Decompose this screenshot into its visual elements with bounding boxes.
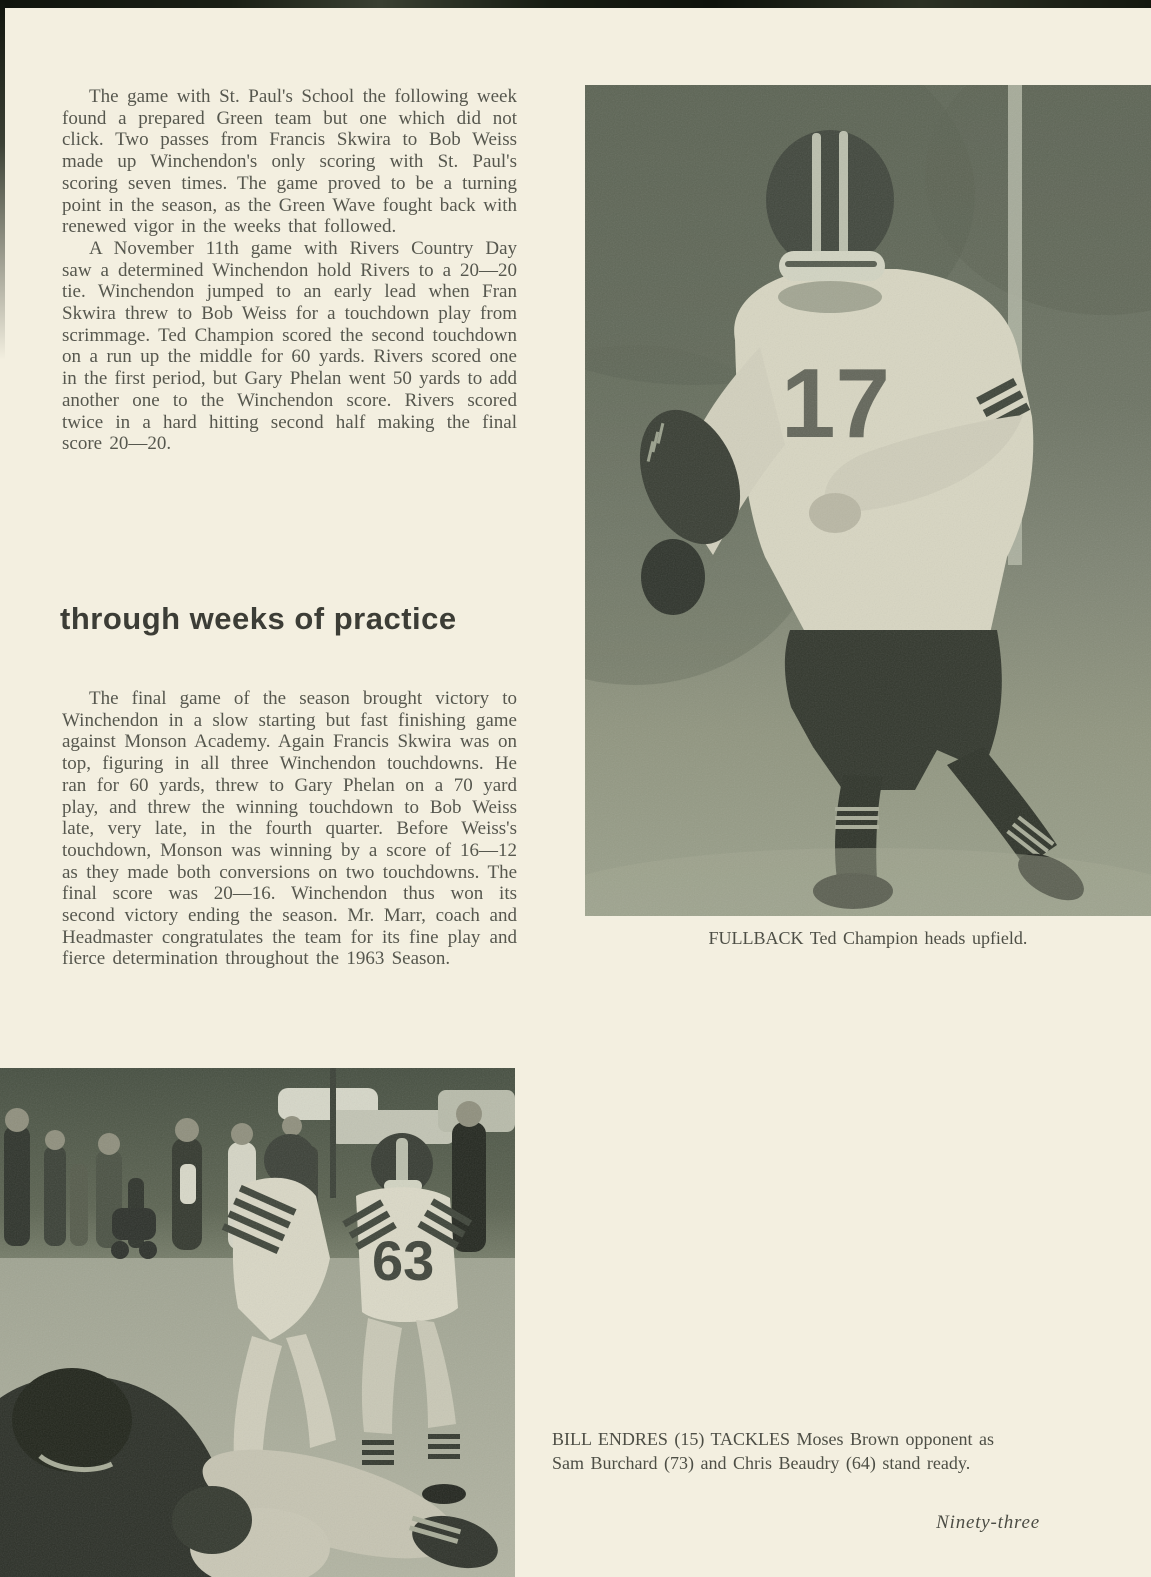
scan-edge-top	[0, 0, 1151, 8]
tackle-photo-illustration	[0, 1068, 515, 1577]
fullback-photo-illustration	[585, 85, 1151, 916]
paragraph-rivers-game: A November 11th game with Rivers Country Day saw a determined Winchendon hold Rivers to a 20—20 tie. Winchendon jumped to an early lead when Fran Skwira threw to Bob Weiss for a touchdown play from scrimmage. Ted Champion scored the second touchdown on a run up the middle for 60 yards. Rivers scored one in the first period, but Gary Phelan went 50 yards to add another one to the Winchendon score. Rivers scored twice in a hard hitting second half making the final score 20—20.	[62, 237, 517, 455]
tackle-photo	[0, 1068, 515, 1577]
section-heading: through weeks of practice	[60, 600, 457, 636]
photo-grain	[0, 1068, 515, 1577]
scan-edge-left	[0, 0, 5, 360]
tackle-caption-line-1: BILL ENDRES (15) TACKLES Moses Brown opponent as	[552, 1429, 995, 1449]
page-number: Ninety-three	[936, 1512, 1040, 1533]
tackle-photo-caption	[552, 1428, 1057, 1475]
tackle-caption-line-2: Sam Burchard (73) and Chris Beaudry (64) stand ready.	[552, 1452, 971, 1473]
paragraph-monson-game: The final game of the season brought victory to Winchendon in a slow starting but fast finishing game against Monson Academy. Again Francis Skwira was on top, figuring in all three Winchendon touchdowns. He ran for 60 yards, threw to Gary Phelan on a 70 yard play, and threw the winning touchdown to Bob Weiss late, very late, in the fourth quarter. Before Weiss's touchdown, Monson was winning by a score of 16—12 as they made both conversions on two touchdowns. The final score was 20—16. Winchendon thus won its second victory ending the season. Mr. Marr, coach and Headmaster congratulates the team for its fine play and fierce determination throughout the 1963 Season.	[62, 688, 517, 970]
fullback-photo	[585, 85, 1151, 916]
article-column-lower	[62, 688, 517, 970]
article-column-upper	[62, 86, 517, 455]
fullback-jersey-number: 17	[781, 348, 891, 458]
photo-grain	[585, 85, 1151, 916]
fullback-photo-caption: FULLBACK Ted Champion heads upfield.	[708, 928, 1028, 948]
paragraph-st-pauls-game: The game with St. Paul's School the following week found a prepared Green team but one which did not click. Two passes from Francis Skwira to Bob Weiss made up Winchendon's only scoring with St. Paul's scoring seven times. The game proved to be a turning point in the season, as the Green Wave fought back with renewed vigor in the weeks that followed.	[62, 86, 517, 238]
tackle-jersey-number: 63	[372, 1229, 435, 1292]
